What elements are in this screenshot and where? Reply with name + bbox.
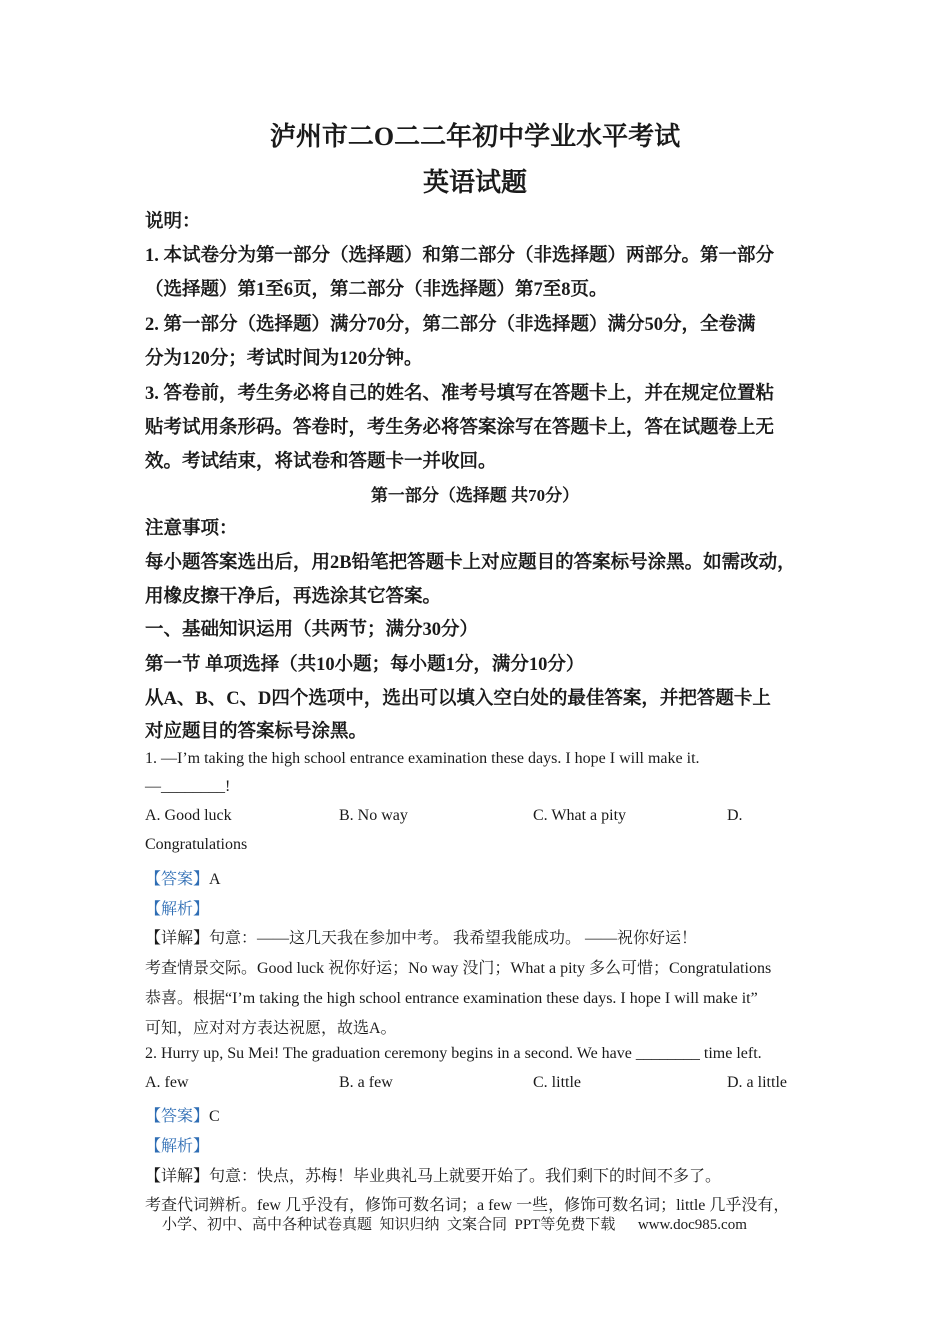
notice-heading: 注意事项： [145, 519, 238, 539]
instructions-heading: 说明： [145, 212, 201, 232]
instruction-line: 分为120分；考试时间为120分钟。 [145, 349, 423, 369]
answer-row [145, 866, 221, 889]
instruction-line: 1. 本试卷分为第一部分（选择题）和第二部分（非选择题）两部分。第一部分 [145, 246, 775, 266]
question-stem: 1. —I’m taking the high school entrance examination these days. I hope I will make it. [145, 750, 700, 767]
answer-value: C [209, 1108, 220, 1125]
option-b: B. No way [339, 807, 408, 824]
question-stem: —________! [145, 778, 231, 795]
exam-subtitle: 英语试题 [422, 168, 527, 197]
instruction-line: 贴考试用条形码。答卷时，考生务必将答案涂写在答题卡上，答在试题卷上无 [145, 418, 775, 438]
option-a: A. few [145, 1074, 189, 1091]
option-d: D. a little [727, 1074, 787, 1091]
answer-value: A [209, 871, 221, 888]
detail-line: 考查情景交际。Good luck 祝你好运；No way 没门；What a pity 多么可惜；Congratulations [145, 960, 772, 977]
answer-label: 【答案】 [145, 1108, 210, 1125]
direction-line: 从A、B、C、D四个选项中，选出可以填入空白处的最佳答案，并把答题卡上 [145, 689, 771, 709]
notice-line: 每小题答案选出后，用2B铅笔把答题卡上对应题目的答案标号涂黑。如需改动， [145, 553, 796, 573]
part-heading: 第一部分（选择题 共70分） [370, 486, 580, 505]
instruction-line: 效。考试结束，将试卷和答题卡一并收回。 [145, 452, 497, 472]
question-stem: 2. Hurry up, Su Mei! The graduation ceremony begins in a second. We have ________ time left. [145, 1045, 762, 1062]
instruction-line: 2. 第一部分（选择题）满分70分，第二部分（非选择题）满分50分，全卷满 [145, 315, 756, 335]
detail-line: 考查代词辨析。few 几乎没有，修饰可数名词；a few 一些，修饰可数名词；little 几乎没有， [145, 1197, 790, 1214]
analysis-label: 【解析】 [145, 1138, 210, 1155]
detail-line: 恭喜。根据“I’m taking the high school entrance examination these days. I hope I will make it” [145, 990, 758, 1007]
option-b: B. a few [339, 1074, 393, 1091]
answer-row [145, 1103, 220, 1126]
direction-line: 对应题目的答案标号涂黑。 [145, 722, 368, 742]
page-footer: 小学、初中、高中各种试卷真题 知识归纳 文案合同 PPT等免费下载 www.doc985.com [162, 1217, 747, 1233]
instruction-line: 3. 答卷前，考生务必将自己的姓名、准考号填写在答题卡上，并在规定位置粘 [145, 384, 775, 404]
analysis-label: 【解析】 [145, 901, 210, 918]
subsection-heading: 第一节 单项选择（共10小题；每小题1分，满分10分） [145, 655, 585, 675]
option-d: D. [727, 807, 743, 824]
option-c: C. little [533, 1074, 581, 1091]
detail-line: 可知，应对对方表达祝愿，故选A。 [145, 1020, 397, 1037]
instruction-line: （选择题）第1至6页，第二部分（非选择题）第7至8页。 [145, 280, 608, 300]
section-heading: 一、基础知识运用（共两节；满分30分） [145, 620, 479, 640]
answer-label: 【答案】 [145, 871, 210, 888]
option-c: C. What a pity [533, 807, 627, 824]
detail-line: 【详解】句意：——这几天我在参加中考。 我希望我能成功。 ——祝你好运！ [145, 930, 698, 947]
exam-title: 泸州市二O二二年初中学业水平考试 [269, 122, 681, 151]
option-d-text: Congratulations [145, 836, 248, 853]
detail-line: 【详解】句意：快点，苏梅！毕业典礼马上就要开始了。我们剩下的时间不多了。 [145, 1168, 722, 1185]
notice-line: 用橡皮擦干净后，再选涂其它答案。 [145, 587, 442, 607]
option-a: A. Good luck [145, 807, 232, 824]
